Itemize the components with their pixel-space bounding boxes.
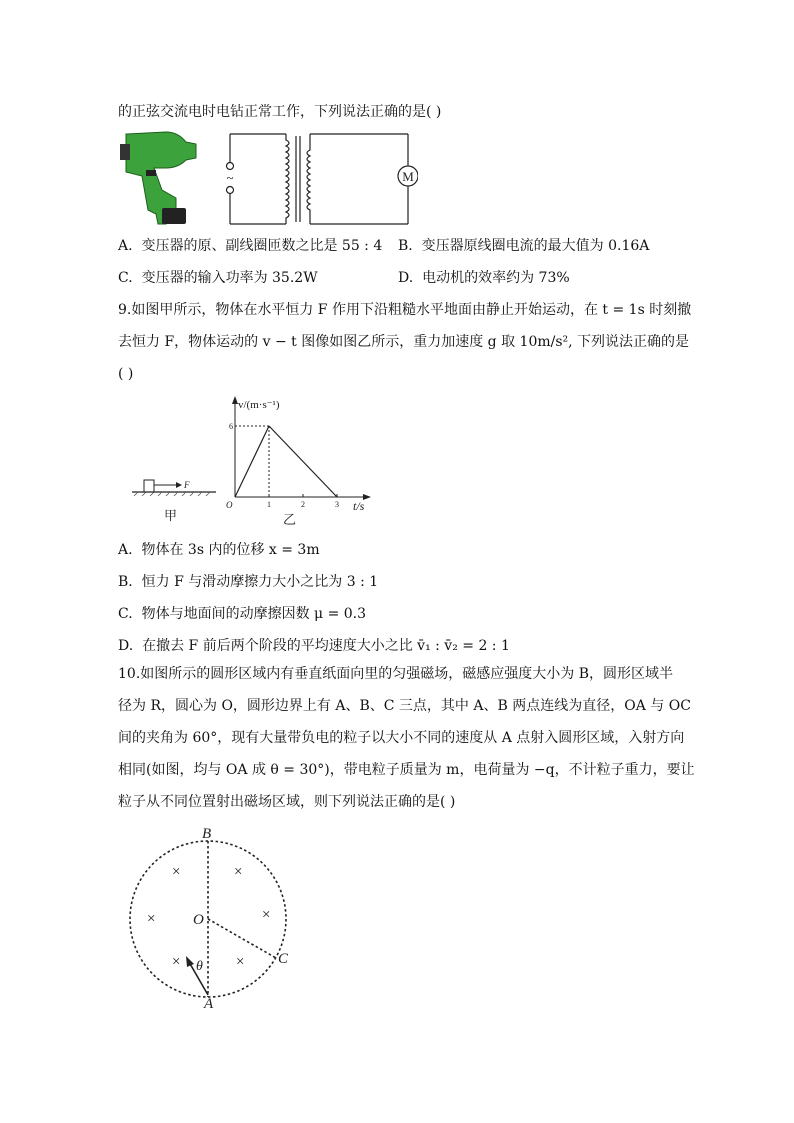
q10-stem-line5: 粒子从不同位置射出磁场区域，则下列说法正确的是( )	[118, 794, 456, 810]
q10-stem-line1: 10.如图所示的圆形区域内有垂直纸面向里的匀强磁场，磁感应强度大小为 B，圆形区域半	[118, 666, 674, 682]
q8-option-c: C. 变压器的输入功率为 35.2W	[118, 270, 318, 286]
force-label: F	[184, 480, 190, 490]
q10-figure	[120, 822, 310, 1012]
q8-option-b: B. 变压器原线圈电流的最大值为 0.16A	[398, 238, 650, 254]
y-tick-label: 6	[229, 422, 233, 431]
q8-option-a: A. 变压器的原、副线圈匝数之比是 55 : 4	[118, 238, 383, 254]
q9-option-d: D. 在撤去 F 前后两个阶段的平均速度大小之比 v̄₁ : v̄₂ = 2 : 1	[118, 638, 510, 654]
caption-jia: 甲	[164, 508, 178, 522]
x-tick-label: 3	[335, 500, 339, 509]
q10-stem-line2: 径为 R，圆心为 O，圆形边界上有 A、B、C 三点，其中 A、B 两点连线为直径，OA 与 OC	[118, 698, 691, 714]
caption-yi: 乙	[283, 512, 297, 527]
q9-stem-line3: ( )	[118, 366, 134, 382]
series-line-segment	[235, 426, 269, 497]
vt-chart	[225, 390, 385, 530]
velocity-arrow-head	[186, 956, 194, 967]
radius-oc	[208, 919, 276, 958]
motor-label: M	[402, 169, 414, 184]
q8-stem-tail: 的正弦交流电时电钻正常工作，下列说法正确的是( )	[118, 104, 442, 120]
q9-stem-line1: 9.如图甲所示，物体在水平恒力 F 作用下沿粗糙水平地面由静止开始运动，在 t = 1s 时刻撤	[118, 302, 692, 318]
field-mark: ×	[172, 954, 181, 970]
terminal-top	[227, 163, 234, 170]
field-mark: ×	[262, 907, 271, 923]
drill-icon	[120, 132, 196, 224]
q8-figure	[118, 128, 418, 228]
q9-option-b: B. 恒力 F 与滑动摩擦力大小之比为 3 : 1	[118, 574, 379, 590]
block	[144, 480, 154, 492]
field-mark: ×	[172, 864, 181, 880]
q8-option-d: D. 电动机的效率约为 73%	[398, 270, 570, 286]
label-c: C	[278, 951, 289, 967]
q9-option-a: A. 物体在 3s 内的位移 x = 3m	[118, 542, 320, 558]
ac-symbol: ~	[226, 170, 234, 185]
field-mark: ×	[147, 911, 156, 927]
terminal-bottom	[227, 187, 234, 194]
x-tick-label: 2	[301, 500, 305, 509]
transformer-circuit	[227, 134, 419, 224]
label-b: B	[202, 826, 212, 842]
label-a: A	[204, 996, 214, 1012]
field-mark: ×	[234, 864, 243, 880]
q9-stem-line2: 去恒力 F，物体运动的 v − t 图像如图乙所示，重力加速度 g 取 10m/s², 下列说法正确的是	[118, 334, 690, 350]
q10-stem-line4: 相同(如图，均与 OA 成 θ = 30°)，带电粒子质量为 m，电荷量为 −q，不计粒子重力，要让	[118, 762, 695, 778]
y-axis-label: v/(m·s⁻¹)	[238, 399, 280, 411]
x-axis-label: t/s	[353, 499, 365, 513]
q9-figure-jia	[128, 472, 228, 522]
q9-option-c: C. 物体与地面间的动摩擦因数 μ = 0.3	[118, 606, 367, 622]
origin-label: O	[226, 500, 233, 510]
label-o: O	[193, 912, 204, 928]
label-theta: θ	[196, 959, 203, 974]
field-mark: ×	[236, 954, 245, 970]
x-tick-label: 1	[267, 500, 271, 509]
q10-stem-line3: 间的夹角为 60°，现有大量带负电的粒子以大小不同的速度从 A 点射入圆形区域，入射方向	[118, 730, 685, 746]
series-line-segment	[269, 426, 337, 497]
